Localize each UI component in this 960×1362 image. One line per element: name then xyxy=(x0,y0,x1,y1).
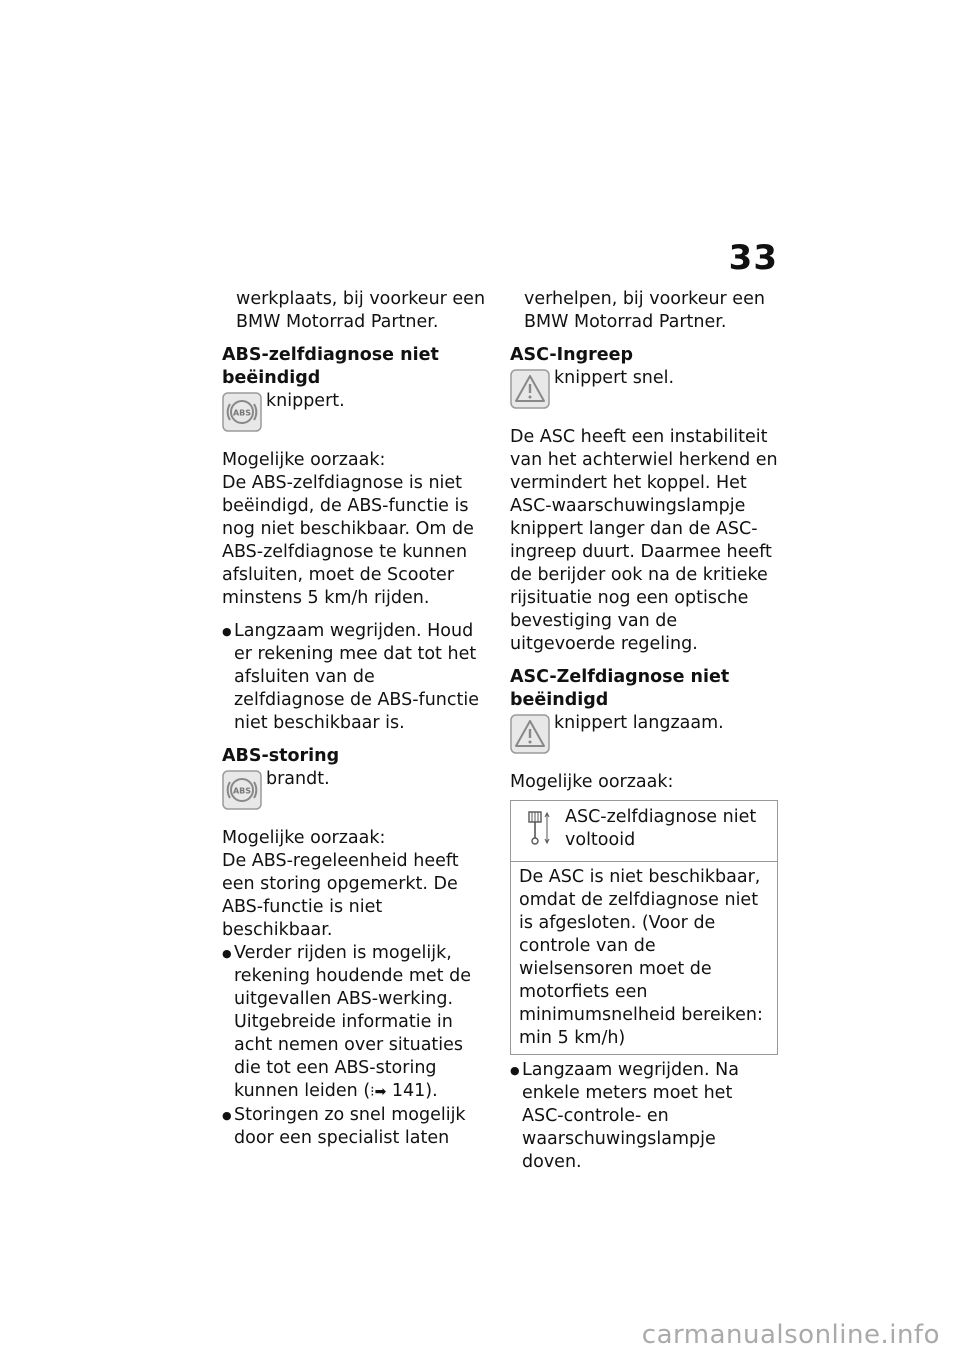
left-column xyxy=(222,288,490,1160)
indicator-row: knippert snel. xyxy=(510,367,778,416)
section-heading-abs-fault: ABS-storing xyxy=(222,746,340,766)
right-column xyxy=(510,288,778,1184)
cause-label: Mogelijke oorzaak: xyxy=(222,450,386,470)
list-item: ● Langzaam wegrijden. Houd er rekening mee dat tot het afsluiten van de zelfdiagnose de ABS-functie niet beschikbaar is. xyxy=(222,620,490,735)
list-item: ● Langzaam wegrijden. Na enkele meters moet het ASC-controle- en waarschuwingslampje doven. xyxy=(510,1059,778,1174)
description: De ABS-zelfdiagnose is niet beëindigd, de ABS-functie is nog niet beschikbaar. Om de ABS-zelfdiagnose te kunnen afsluiten, moet de Scooter minstens 5 km/h rijden. xyxy=(222,473,474,608)
section-heading-asc-selfdiagnosis: ASC-Zelfdiagnose niet beëindigd xyxy=(510,667,730,710)
diagnosis-info-box xyxy=(510,800,778,1055)
tool-icon xyxy=(523,808,553,855)
info-box-header: ASC-zelfdiagnose niet voltooid xyxy=(511,801,777,862)
bullet-list xyxy=(510,1059,778,1174)
watermark: carmanualsonline.info xyxy=(641,1320,940,1350)
continuation-text: verhelpen, bij voorkeur een BMW Motorrad Partner. xyxy=(524,289,765,332)
asc-warning-icon xyxy=(510,714,550,761)
asc-warning-icon xyxy=(510,369,550,416)
info-box-body: De ASC is niet beschikbaar, omdat de zelfdiagnose niet is afgesloten. (Voor de controle van de wielsensoren moet de motorfiets een minimumsnelheid bereiken: min 5 km/h) xyxy=(519,867,763,1048)
svg-text:ABS: ABS xyxy=(232,408,252,418)
bullet-list xyxy=(222,942,490,1150)
abs-warning-icon xyxy=(222,770,262,817)
abs-warning-icon xyxy=(222,392,262,439)
reference-arrow-icon: ⁝➡ xyxy=(370,1084,387,1100)
bullet-list xyxy=(222,620,490,735)
description: De ASC heeft een instabiliteit van het achterwiel herkend en vermindert het koppel. Het ASC-waarschuwingslampje knippert langer dan de ASC-ingreep duurt. Daarmee heeft de berijder ook na de kritieke rijsituatie nog een optische bevestiging van de uitgevoerde regeling. xyxy=(510,427,778,654)
indicator-row: knippert langzaam. xyxy=(510,712,778,761)
page-number: 33 xyxy=(728,238,778,278)
indicator-row: ABS knippert. xyxy=(222,390,490,439)
indicator-row: ABS brandt. xyxy=(222,768,490,817)
section-heading-asc-intervention: ASC-Ingreep xyxy=(510,345,634,365)
continuation-text: werkplaats, bij voorkeur een BMW Motorrad Partner. xyxy=(236,289,486,332)
cause-label: Mogelijke oorzaak: xyxy=(510,772,674,792)
cause-label: Mogelijke oorzaak: xyxy=(222,828,386,848)
page-reference[interactable]: 141). xyxy=(391,1081,438,1101)
list-item: ● Verder rijden is mogelijk, rekening houdende met de uitgevallen ABS-werking. Uitgebreide informatie in acht nemen over situaties die tot een ABS-storing kunnen leiden (⁝➡ 141). xyxy=(222,942,490,1104)
svg-text:ABS: ABS xyxy=(232,786,252,796)
section-heading-abs-selfdiagnosis: ABS-zelfdiagnose niet beëindigd xyxy=(222,345,439,388)
description: De ABS-regeleenheid heeft een storing opgemerkt. De ABS-functie is niet beschikbaar. xyxy=(222,851,459,940)
list-item: ● Storingen zo snel mogelijk door een specialist laten xyxy=(222,1104,490,1150)
